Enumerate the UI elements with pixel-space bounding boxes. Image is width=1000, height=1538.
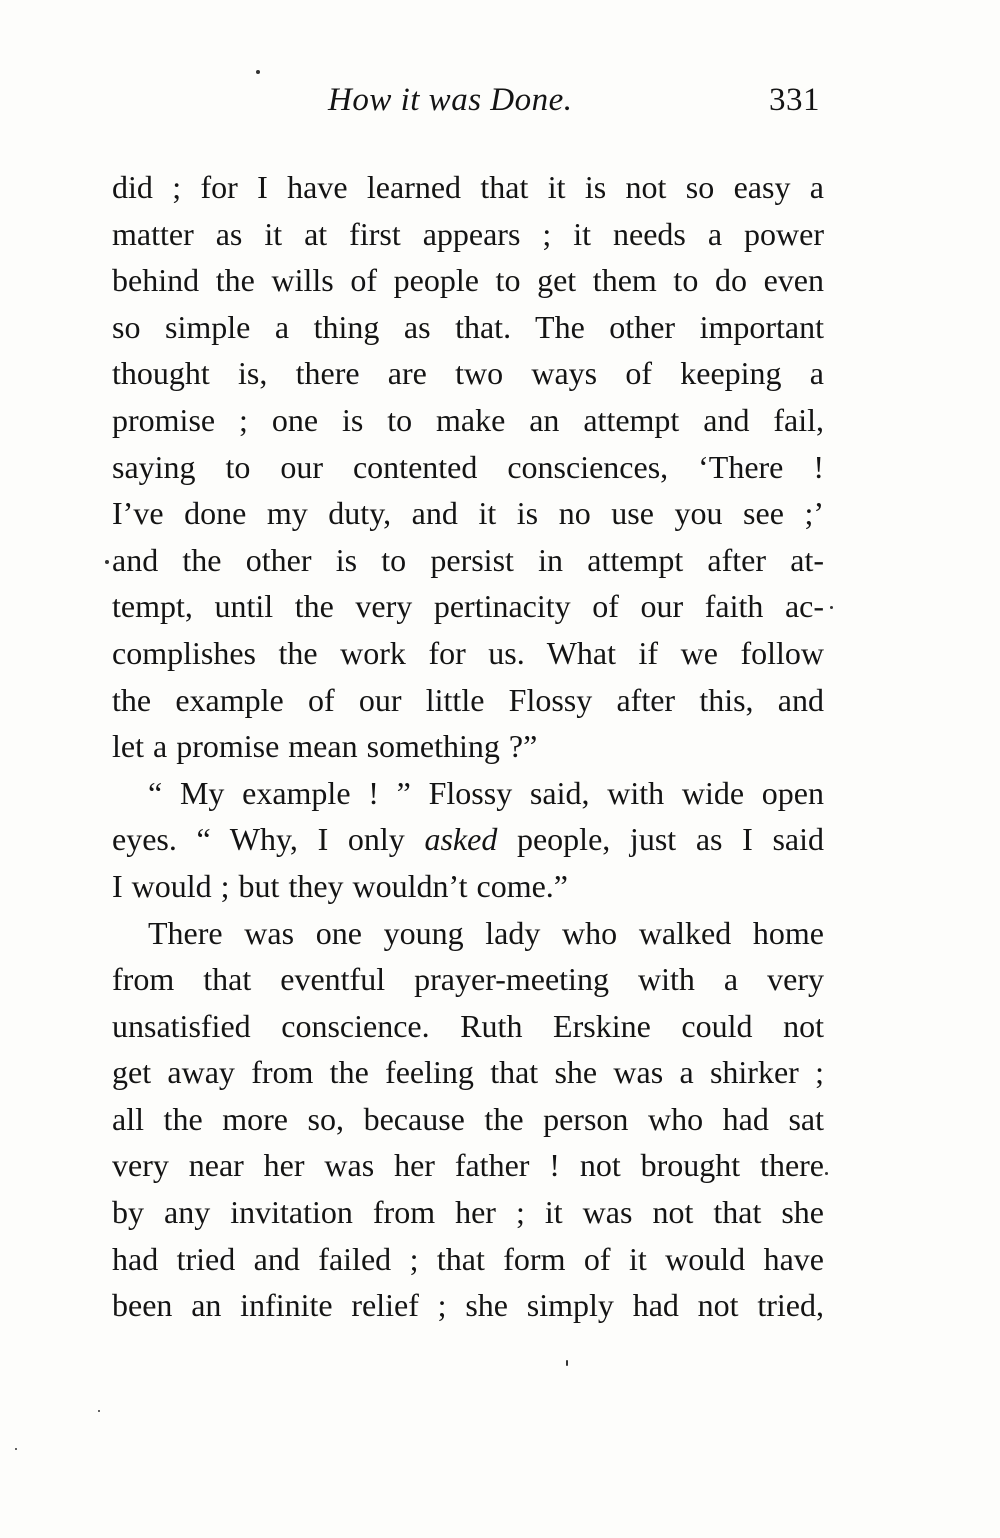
text-line: so simple a thing as that. The other important: [112, 308, 824, 345]
text-line-with-italic: [112, 816, 824, 863]
print-speck: [15, 1448, 17, 1450]
italic-word: asked: [424, 821, 498, 858]
running-head: [110, 82, 822, 132]
text-line: unsatisfied conscience. Ruth Erskine could not: [112, 1007, 824, 1044]
page-number: 331: [769, 82, 820, 118]
paragraph-end-line: let a promise mean something ?”: [112, 728, 538, 765]
text-line: been an infinite relief ; she simply had not tried,: [112, 1287, 824, 1324]
text-line: and the other is to persist in attempt after at-: [112, 541, 824, 578]
text-line: matter as it at first appears ; it needs a power: [112, 215, 824, 252]
text-line: get away from the feeling that she was a shirker ;: [112, 1054, 824, 1091]
text-line: thought is, there are two ways of keeping a: [112, 355, 824, 392]
text-segment: people, just as I said: [497, 821, 825, 858]
print-speck: [825, 1172, 828, 1175]
paragraph-start-line: There was one young lady who walked home: [148, 914, 824, 951]
text-line: did ; for I have learned that it is not so easy a: [112, 169, 824, 205]
text-line: very near her was her father ! not brought there: [112, 1147, 824, 1184]
text-line: by any invitation from her ; it was not that she: [112, 1194, 824, 1231]
text-line: had tried and failed ; that form of it would have: [112, 1240, 824, 1277]
paragraph-end-line: I would ; but they wouldn’t come.”: [112, 867, 568, 904]
print-speck: [105, 560, 109, 564]
text-line: I’ve done my duty, and it is no use you see ;’: [112, 495, 824, 532]
text-line: from that eventful prayer-meeting with a very: [112, 961, 824, 998]
text-line: complishes the work for us. What if we follow: [112, 634, 824, 671]
print-speck: [256, 70, 260, 74]
text-line: promise ; one is to make an attempt and fail,: [112, 401, 824, 438]
text-line: saying to our contented consciences, ‘There !: [112, 448, 824, 485]
running-title: How it was Done.: [328, 82, 573, 118]
body-text: [112, 164, 824, 1329]
text-line: all the more so, because the person who had sat: [112, 1100, 824, 1137]
print-speck: [98, 1410, 100, 1412]
text-line: the example of our little Flossy after this, and: [112, 681, 824, 718]
text-segment: eyes. “ Why, I only: [112, 821, 425, 858]
text-line: behind the wills of people to get them to do even: [112, 262, 824, 299]
print-speck: [566, 1360, 568, 1366]
print-speck: [830, 606, 833, 609]
paragraph-start-line: “ My example ! ” Flossy said, with wide open: [148, 774, 824, 811]
text-line: tempt, until the very pertinacity of our faith ac-: [112, 588, 824, 625]
